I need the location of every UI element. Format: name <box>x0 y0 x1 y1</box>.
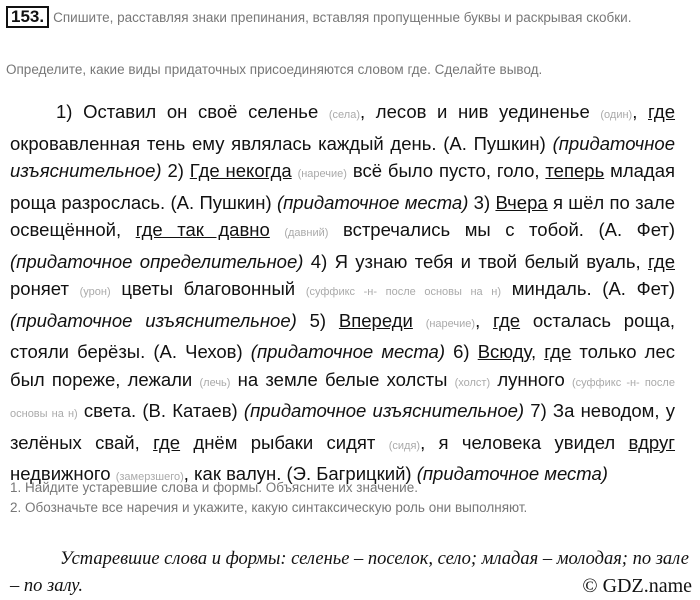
text-fragment <box>270 219 285 240</box>
underlined-word: где <box>648 101 676 122</box>
text-fragment: осталась роща, стояли берёзы. (А. Чехов) <box>10 309 676 362</box>
question-2: 2. Обозначьте все наречия и укажите, какую синтаксическую роль они выполняют. <box>10 500 528 515</box>
exercise-text <box>10 98 675 492</box>
hint-note: (сидя) <box>388 439 421 452</box>
text-fragment: встречались мы с тобой. (А. Фет) <box>328 219 676 240</box>
clause-type-label: (придаточное места) <box>276 191 469 213</box>
clause-type-label: (придаточное места) <box>250 341 445 362</box>
text-fragment: младая роща разрослась. (А. Пушкин) <box>10 160 676 213</box>
copyright-label: © GDZ.name <box>582 575 692 597</box>
text-fragment <box>413 310 426 331</box>
hint-note: (замерзшего) <box>115 471 184 483</box>
text-fragment: только лес был пореже, лежали <box>10 341 675 390</box>
text-fragment: , <box>530 341 545 362</box>
text-fragment: 3) <box>468 191 496 213</box>
hint-note: (давний) <box>284 227 329 239</box>
hint-note: (суффикс -н- после основы на н) <box>10 376 675 420</box>
text-fragment: 2) <box>161 160 190 181</box>
text-fragment: , как валун. (Э. Багрицкий) <box>183 463 417 484</box>
underlined-word: Где некогда <box>189 160 292 181</box>
hint-note: (лечь) <box>199 376 231 389</box>
hint-note: (суффикс -н- после основы на н) <box>305 286 502 298</box>
hint-note: (наречие) <box>297 168 347 180</box>
underlined-word: вдруг <box>628 431 676 453</box>
clause-type-label: (придаточное изъяснительное) <box>10 132 675 181</box>
text-fragment: на земле белые холсты <box>230 368 455 390</box>
clause-type-label: (придаточное изъяснительное) <box>243 400 525 421</box>
text-fragment: , <box>475 309 494 331</box>
underlined-word: Впереди <box>338 309 413 331</box>
task-subinstruction: Определите, какие виды придаточных присоединяются словом где. Сделайте вывод. <box>6 62 543 77</box>
task-number: 153. <box>6 6 49 28</box>
text-fragment: 4) Я узнаю тебя и твой белый вуаль, <box>303 250 648 272</box>
text-fragment: , я человека увидел <box>420 431 629 453</box>
underlined-word: Всюду <box>477 341 531 362</box>
text-fragment: цветы благовонный <box>110 278 306 299</box>
clause-type-label: (придаточное места) <box>416 463 608 484</box>
text-fragment: 6) <box>445 341 478 362</box>
task-header <box>6 6 686 28</box>
text-fragment: света. (В. Катаев) <box>77 400 244 421</box>
underlined-word: где <box>544 341 572 362</box>
question-1: 1. Найдите устаревшие слова и формы. Объясните их значение. <box>10 480 418 495</box>
underlined-word: где <box>493 309 521 331</box>
text-fragment: окровавленная тень ему являлась каждый день. (А. Пушкин) <box>10 132 553 154</box>
clause-type-label: (придаточное изъяснительное) <box>10 309 297 331</box>
text-fragment: , <box>632 101 648 122</box>
task-instruction: Спишите, расставляя знаки препинания, вставляя пропущенные буквы и раскрывая скобки. <box>53 10 632 25</box>
hint-note: (холст) <box>454 376 491 389</box>
hint-note: (урон) <box>79 286 111 298</box>
underlined-word: где <box>647 250 675 272</box>
text-fragment: 5) <box>296 309 339 331</box>
hint-note: (наречие) <box>425 317 476 330</box>
clause-type-label: (придаточное определительное) <box>10 250 304 272</box>
underlined-word: где так давно <box>135 219 270 240</box>
underlined-word: где <box>153 431 181 453</box>
text-fragment: роняет <box>10 278 80 299</box>
text-fragment: лунного <box>490 368 572 390</box>
text-fragment: 1) Оставил он своё селенье <box>56 101 329 122</box>
hint-note: (села) <box>328 109 360 121</box>
answer-content: Устаревшие слова и формы: селенье – поселок, село; младая – молодая; по зале – по залу. <box>10 549 689 596</box>
text-fragment: всё было пусто, голо, <box>346 160 546 181</box>
text-fragment: недвижного <box>10 463 116 484</box>
text-fragment: 7) За неводом, у зелёных свай, <box>10 400 675 453</box>
underlined-word: Вчера <box>495 191 548 213</box>
text-fragment: я шёл по зале освещённой, <box>10 191 676 240</box>
text-fragment: миндаль. (А. Фет) <box>501 278 675 299</box>
text-fragment: , лесов и нив уединенье <box>360 101 601 122</box>
underlined-word: теперь <box>545 160 605 181</box>
text-fragment: днём рыбаки сидят <box>180 431 389 453</box>
hint-note: (один) <box>600 109 633 121</box>
